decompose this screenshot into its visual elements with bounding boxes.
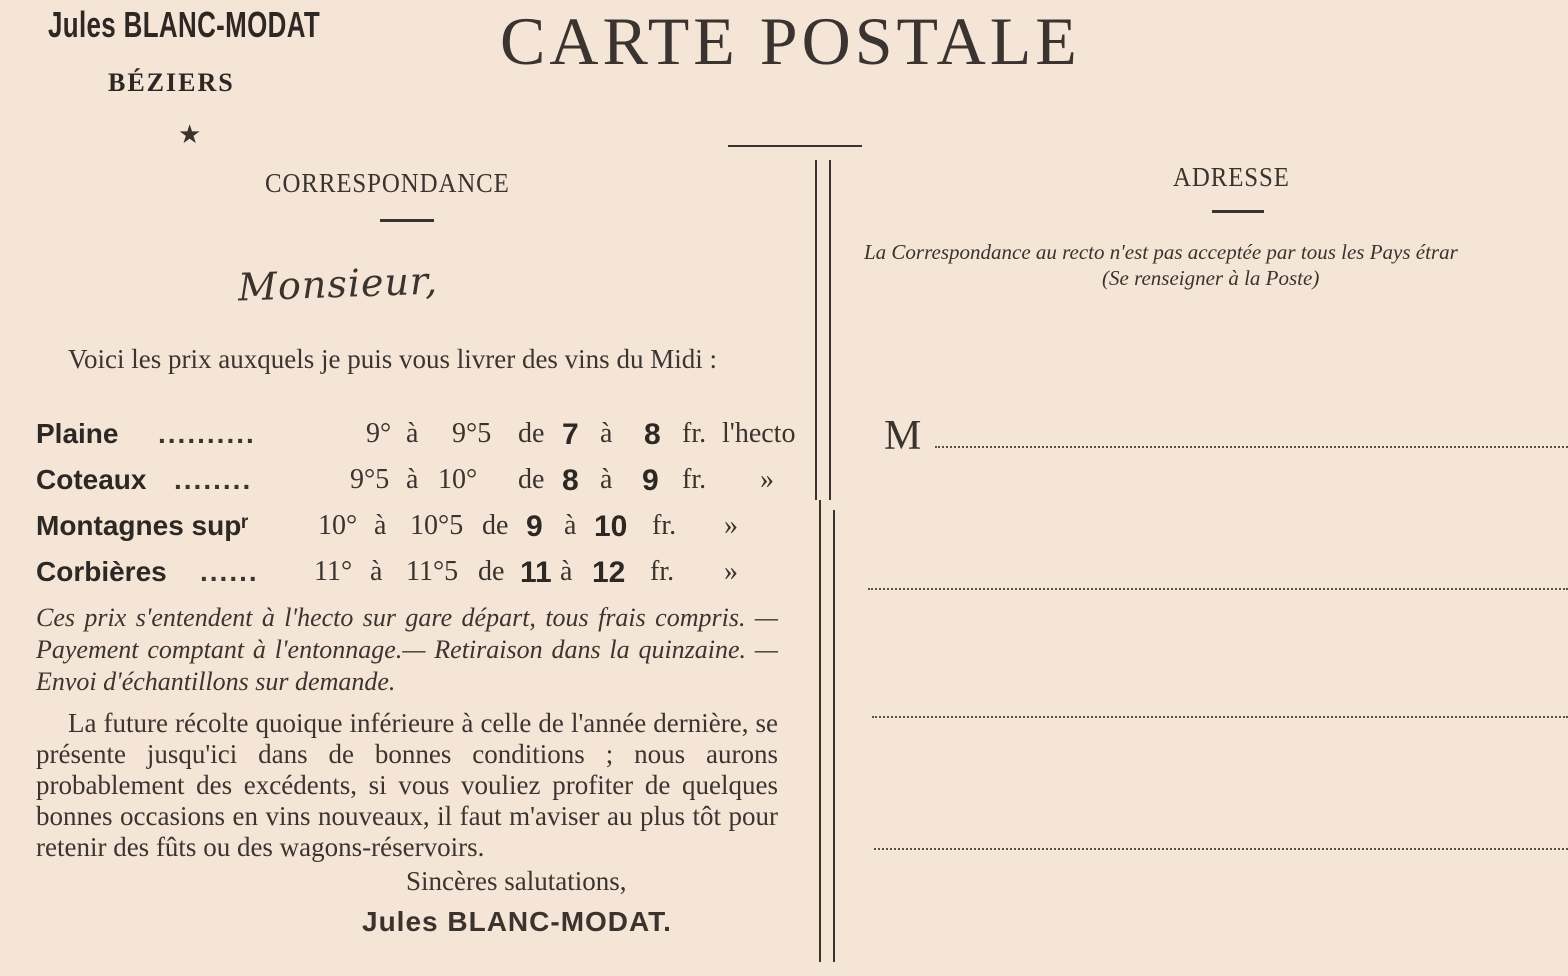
- address-line[interactable]: [872, 716, 1568, 718]
- a-word: à: [600, 418, 613, 449]
- address-heading: ADRESSE: [1173, 162, 1290, 192]
- price-to: 10: [594, 510, 628, 543]
- price-suffix: »: [760, 464, 774, 495]
- card-title: CARTE POSTALE: [500, 3, 1081, 79]
- center-divider: [819, 500, 821, 962]
- price-unit: fr.: [682, 418, 707, 449]
- wine-name: Coteaux: [36, 464, 147, 495]
- degree-from: 9°5: [350, 464, 390, 495]
- leader-dots: ..........: [158, 418, 256, 449]
- price-row: [36, 464, 781, 508]
- a-word: à: [406, 464, 419, 495]
- center-divider: [833, 510, 835, 962]
- star-icon: ★: [178, 120, 202, 150]
- degree-to: 10°5: [410, 510, 464, 541]
- intro-paragraph: Voici les prix auxquels je puis vous livrer des vins du Midi :: [68, 344, 717, 374]
- sender-name: Jules BLANC-MODAT: [48, 4, 321, 45]
- a-word: à: [560, 556, 573, 587]
- de-word: de: [478, 556, 505, 587]
- price-suffix: l'hecto: [722, 418, 796, 449]
- price-from: 9: [526, 510, 543, 543]
- heading-rule: [380, 219, 434, 222]
- price-unit: fr.: [650, 556, 675, 587]
- price-to: 8: [644, 418, 661, 451]
- wine-name: Montagnes supʳ: [36, 510, 249, 541]
- price-row: [36, 418, 796, 462]
- a-word: à: [374, 510, 387, 541]
- address-line[interactable]: [935, 446, 1568, 448]
- address-line[interactable]: [868, 588, 1568, 590]
- harvest-paragraph: La future récolte quoique inférieure à celle de l'année dernière, se présente jusqu'ici dans de bonnes conditions ; nous aurons probablement des excédents, si vous vouliez profiter de quelques bonnes occasions en vins nouveaux, il faut m'aviser au plus tôt pour retenir des fûts ou des wagons-réservoirs.: [36, 708, 778, 862]
- a-word: à: [370, 556, 383, 587]
- degree-from: 9°: [366, 418, 392, 449]
- price-to: 12: [592, 556, 626, 589]
- degree-from: 10°: [318, 510, 358, 541]
- sender-city: BÉZIERS: [108, 68, 235, 97]
- terms-notice: Ces prix s'entendent à l'hecto sur gare départ, tous frais compris. — Payement comptant à l'entonnage.— Retiraison dans la quinzaine. — Envoi d'échantillons sur demande.: [36, 603, 778, 696]
- degree-from: 11°: [314, 556, 353, 587]
- wine-name: Plaine: [36, 418, 119, 449]
- signature: Jules BLANC-MODAT.: [362, 906, 672, 937]
- de-word: de: [518, 418, 545, 449]
- price-unit: fr.: [652, 510, 677, 541]
- de-word: de: [518, 464, 545, 495]
- address-notice: La Correspondance au recto n'est pas acceptée par tous les Pays étrar: [864, 240, 1458, 264]
- title-rule: [728, 145, 862, 147]
- correspondence-heading: CORRESPONDANCE: [265, 168, 510, 198]
- price-suffix: »: [724, 556, 738, 587]
- degree-to: 10°: [438, 464, 478, 495]
- price-from: 8: [562, 464, 579, 497]
- leader-dots: ......: [200, 556, 259, 587]
- price-from: 7: [562, 418, 579, 451]
- price-suffix: »: [724, 510, 738, 541]
- a-word: à: [406, 418, 419, 449]
- a-word: à: [600, 464, 613, 495]
- price-to: 9: [642, 464, 659, 497]
- center-divider: [815, 160, 817, 500]
- degree-to: 11°5: [406, 556, 459, 587]
- price-row: [36, 510, 781, 554]
- recipient-prefix: M: [884, 413, 922, 459]
- price-from: 11: [520, 556, 552, 589]
- closing: Sincères salutations,: [406, 866, 627, 896]
- price-unit: fr.: [682, 464, 707, 495]
- price-row: [36, 556, 781, 600]
- a-word: à: [564, 510, 577, 541]
- wine-name: Corbières: [36, 556, 167, 587]
- salutation: Monsieur,: [237, 258, 439, 310]
- center-divider: [829, 160, 831, 500]
- heading-rule: [1212, 210, 1264, 213]
- address-notice-sub: (Se renseigner à la Poste): [1102, 266, 1320, 290]
- address-line[interactable]: [874, 848, 1568, 850]
- de-word: de: [482, 510, 509, 541]
- degree-to: 9°5: [452, 418, 492, 449]
- leader-dots: ........: [174, 464, 253, 495]
